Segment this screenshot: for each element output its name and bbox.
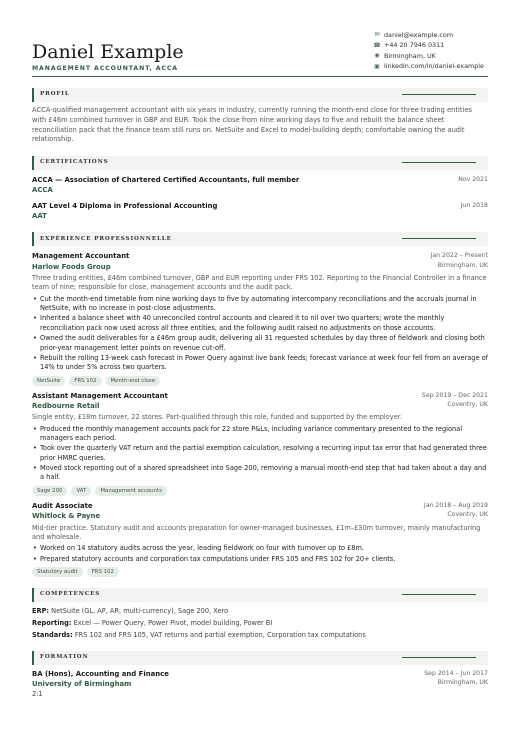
skill-row [32,631,488,640]
contact-item [373,41,484,52]
job-meta [422,392,488,412]
skill-list [32,607,488,640]
section-label: EXPÉRIENCE PROFESSIONNELLE [40,235,172,242]
skill-tag: Statutory audit [32,567,83,577]
certification-main [32,176,299,196]
skill-category: ERP: [32,607,50,616]
job-main [32,502,100,522]
job-header [32,502,488,522]
bullet-item: • Rebuilt the rolling 13-week cash forecast in Power Query against live bank feeds; forecast variance at week four fell from an average of 14% to under 5% across two quarters. [32,354,488,373]
section-heading [32,232,488,246]
job-dates: Jan 2022 – Present [430,252,488,260]
contact-text[interactable]: +44 20 7946 0311 [383,41,445,50]
section-label: PROFIL [40,91,70,98]
skill-category: Standards: [32,630,73,639]
job-list [32,252,488,577]
job-title: Management Accountant [32,252,130,261]
job-location: Birmingham, UK [437,261,488,269]
bullet-item: • Worked on 14 statutory audits across the year, leading fieldwork on four with turnover up to £8m. [32,544,488,553]
certification-issuer: AAT [32,212,47,221]
job-description: Three trading entities, £46m combined turnover, GBP and EUR reporting under FRS 102. Reporting to the Financial Controller in a finance team of nine; responsible for close, management accounts and the audit pack. [32,274,487,292]
job-meta [424,502,488,522]
skill-row [32,607,488,616]
skill-tag: NetSuite [32,376,65,386]
skills-section [32,588,488,640]
section-heading [32,588,488,602]
education-location: Birmingham, UK [437,679,488,687]
job-dates: Sep 2019 – Dec 2021 [421,391,488,399]
bullet-item: • Produced the monthly management accounts pack for 22 store P&Ls, including variance commentary presented to the regional managers each period. [32,425,488,444]
bullet-item: • Prepared statutory accounts and corporation tax computations under FRS 105 and FRS 102 for 20+ clients. [32,555,488,564]
certification-name: ACCA — Association of Chartered Certified Accountants, full member [32,176,300,185]
job-company: Whitlock & Payne [32,512,101,521]
job-dates: Jan 2018 – Aug 2019 [423,501,488,509]
tag-list [32,567,488,577]
certification-main [32,202,217,222]
certification-date: Jun 2018 [460,201,488,209]
job-company: Harlow Foods Group [32,262,111,271]
contact-item [373,51,484,62]
certification-date: Nov 2021 [458,176,488,184]
certification-item [32,202,488,222]
job-header [32,392,488,412]
section-heading [32,88,488,102]
job-location: Coventry, UK [447,401,488,409]
skill-values: Excel — Power Query, Power Pivot, model building, Power BI [73,619,273,628]
location-icon: ◉ [374,52,380,60]
name-block [32,30,184,73]
school-name: University of Birmingham [32,680,132,689]
job-entry [32,502,488,577]
header-divider [32,76,488,77]
education-header [32,670,488,690]
job-description: Mid-tier practice. Statutory audit and accounts preparation for owner-managed businesses, £1m–£30m turnover, mainly manufacturing and wholesale. [32,523,481,541]
skill-tag: FRS 102 [87,567,119,577]
section-label: COMPÉTENCES [40,591,101,598]
profile-summary: ACCA-qualified management accountant with six years in industry, currently running the month-end close for three trading entities with £46m combined turnover in GBP and EUR. Took the close from nine working days to five and rebuilt the balance sheet reconciliation pack that the finance team still runs on. NetSuite and Excel to model-building depth; comfortable owning the audit relationship. [32,106,472,144]
job-location: Coventry, UK [447,511,488,519]
skill-values: NetSuite (GL, AP, AR, multi-currency), Sage 200, Xero [51,607,229,616]
certification-issuer: ACCA [32,186,53,195]
skill-tag: Management accounts [95,486,167,496]
tag-list [32,486,488,496]
job-description: Single entity, £18m turnover, 22 stores. Part-qualified through this role, funded and supported by the employer. [32,413,402,422]
education-list [32,670,488,700]
section-label: FORMATION [40,654,89,661]
education-section [32,651,488,700]
section-heading [32,651,488,665]
education-meta [424,670,488,690]
profile-section [32,88,488,145]
contact-text[interactable]: Birmingham, UK [383,51,436,60]
certifications-section [32,156,488,221]
job-header [32,252,488,272]
job-title: Audit Associate [32,501,93,510]
skill-tag: VAT [71,486,91,496]
experience-section [32,232,488,577]
job-entry [32,392,488,496]
job-main [32,392,168,412]
bullet-item: • Took over the quarterly VAT return and the partial exemption calculation, resolving a recurring input tax error that had generated three prior HMRC queries. [32,444,488,463]
email-icon: ✉ [374,31,380,39]
linkedin-icon: ▣ [374,62,380,70]
certification-item [32,176,488,196]
skill-tag: Month-end close [106,376,161,386]
job-main [32,252,129,272]
job-meta [431,252,489,272]
education-item [32,670,488,700]
bullet-item: • Inherited a balance sheet with 40 unreconciled control accounts and cleared it to nil over two quarters; wrote the monthly reconciliation pack now used across all three entities, and the following audit raised no adjustments on those accounts. [32,314,488,333]
job-bullets [32,295,488,373]
section-heading [32,156,488,170]
contact-item [373,62,484,73]
job-bullets [32,425,488,483]
skill-category: Reporting: [32,619,72,628]
phone-icon: ☎ [373,41,381,49]
contact-text[interactable]: daniel@example.com [383,30,454,39]
certification-list [32,176,488,221]
certification-name: AAT Level 4 Diploma in Professional Accounting [32,201,218,210]
bullet-item: • Owned the audit deliverables for a £46m group audit, delivering all 31 requested schedules by day three of fieldwork and closing both prior-year management letter points on revenue cut-off. [32,334,488,353]
job-company: Redbourne Retail [32,402,100,411]
resume-header [32,30,488,73]
tag-list [32,376,488,386]
skill-tag: Sage 200 [32,486,67,496]
job-bullets [32,544,488,564]
job-title: Assistant Management Accountant [32,391,168,400]
skill-row [32,619,488,628]
degree-name: BA (Hons), Accounting and Finance [32,669,169,678]
contact-list [373,30,484,72]
job-title: MANAGEMENT ACCOUNTANT, ACCA [32,64,178,72]
contact-text[interactable]: linkedin.com/in/daniel-example [383,62,484,71]
bullet-item: • Cut the month-end timetable from nine working days to five by automating intercompany reconciliations and the accruals journal in NetSuite, with no increase in post-close adjustments. [32,295,488,314]
contact-item [373,30,484,41]
bullet-item: • Moved stock reporting out of a shared spreadsheet into Sage 200, removing a manual month-end step that had taken about a day and a half. [32,464,488,483]
education-main [32,670,169,690]
skill-values: FRS 102 and FRS 105, VAT returns and partial exemption, Corporation tax computations [74,630,366,639]
skill-tag: FRS 102 [69,376,101,386]
section-label: CERTIFICATIONS [40,159,109,166]
education-dates: Sep 2014 – Jun 2017 [424,669,488,677]
job-entry [32,252,488,385]
candidate-name: Daniel Example [32,41,184,63]
degree-grade: 2:1 [32,690,43,699]
